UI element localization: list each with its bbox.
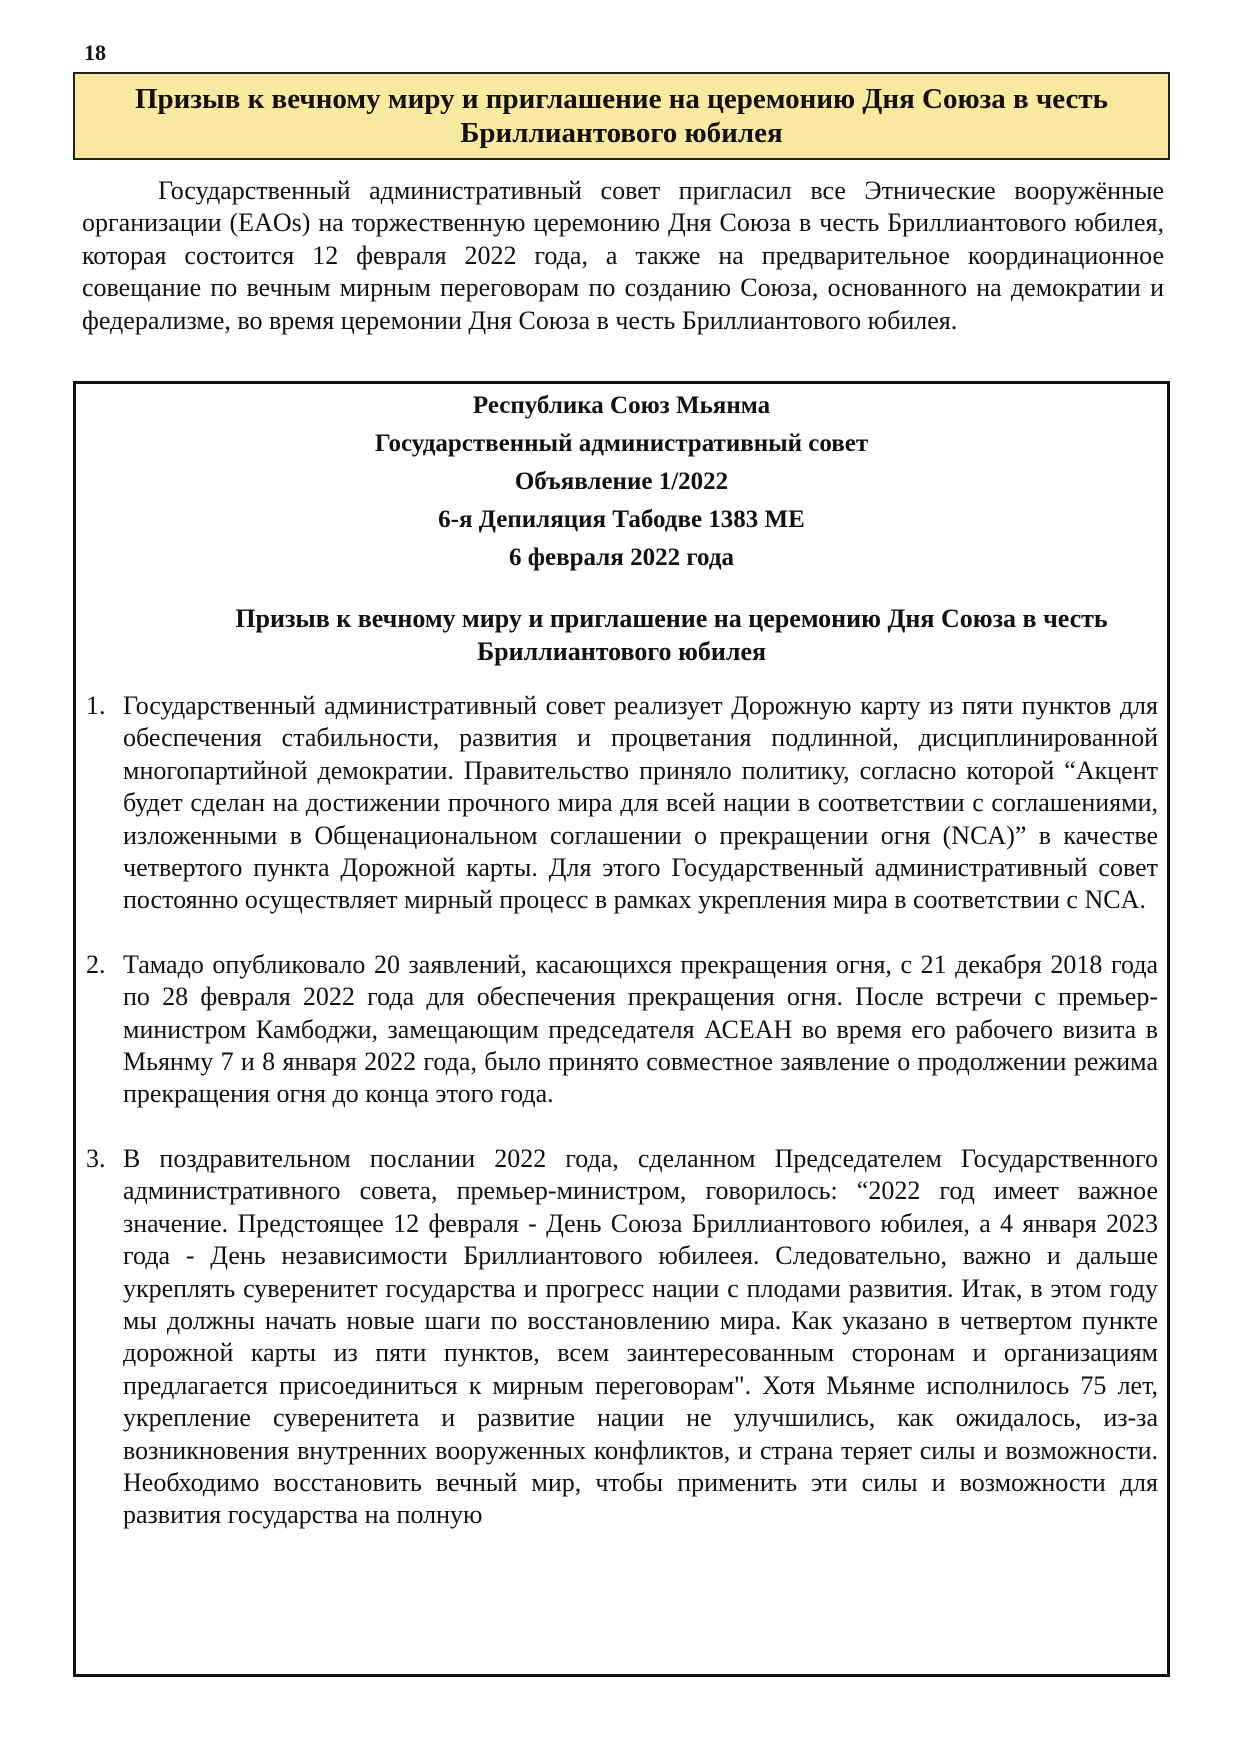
intro-paragraph: Государственный административный совет пригласил все Этнические вооружённые организации (EAOs) на торжественную церемонию Дня Союза в честь Бриллиантового юбилея, которая состоится 12 февраля 2022 года, а также на предварительное координационное совещание по вечным мирным переговорам по созданию Союза, основанного на демократии и федерализме, во время церемонии Дня Союза в честь Бриллиантового юбилея. bbox=[82, 176, 1164, 335]
list-item-number: 2. bbox=[86, 949, 106, 979]
list-item-text: Тамадо опубликовало 20 заявлений, касающихся прекращения огня, с 21 декабря 2018 года по 28 февраля 2022 года для обеспечения прекращения огня. После встречи с премьер-министром Камбоджи, замещающим председателя АСЕАН во время его рабочего визита в Мьянму 7 и 8 января 2022 года, было принято совместное заявление о продолжении режима прекращения огня до конца этого года. bbox=[123, 949, 1158, 1109]
headline-box bbox=[73, 72, 1170, 160]
page-number: 18 bbox=[84, 40, 106, 65]
republic-name: Республика Союз Мьянма bbox=[472, 392, 771, 419]
announcement-date: 6 февраля 2022 года bbox=[509, 544, 734, 571]
list-item-text: В поздравительном послании 2022 года, сделанном Председателем Государственного административного совета, премьер-министром, говорилось: “2022 год имеет важное значение. Предстоящее 12 февраля - День Союза Бриллиантового юбилея, а 4 января 2023 года - День независимости Бриллиантового юбилеея. Следовательно, важно и дальше укреплять суверенитет государства и прогресс нации с плодами развития. Итак, в этом году мы должны начать новые шаги по восстановлению мира. Как указано в четвертом пункте дорожной карты из пяти пунктов, всем заинтересованным сторонам и организациям предлагается присоединиться к мирным переговорам". Хотя Мьянме исполнилось 75 лет, укрепление суверенитета и развитие нации не улучшились, как ожидалось, из-за возникновения внутренних вооруженных конфликтов, и страна теряет силы и возможности. Необходимо восстановить вечный мир, чтобы применить эти силы и возможности для развития государства на полную bbox=[123, 1143, 1158, 1530]
myanmar-date: 6-я Депиляция Табодве 1383 ME bbox=[438, 506, 805, 533]
list-item bbox=[86, 690, 1158, 917]
list-item bbox=[86, 949, 1158, 1111]
announcement-number: Объявление 1/2022 bbox=[514, 468, 729, 495]
headline-title: Призыв к вечному миру и приглашение на церемонию Дня Союза в честь Бриллиантового юбилея bbox=[134, 83, 1108, 149]
announcement-title bbox=[76, 602, 1167, 668]
announcement-frame bbox=[73, 381, 1170, 1677]
announcement-title-line2: Бриллиантового юбилея bbox=[476, 637, 767, 666]
list-item bbox=[86, 1143, 1158, 1532]
numbered-list bbox=[86, 690, 1158, 1564]
intro-section bbox=[82, 175, 1164, 337]
list-item-text: Государственный административный совет реализует Дорожную карту из пяти пунктов для обеспечения стабильности, развития и процветания подлинной, дисциплинированной многопартийной демократии. Правительство приняло политику, согласно которой “Акцент будет сделан на достижении прочного мира для всей нации в соответствии с соглашениями, изложенными в Общенациональном соглашении о прекращении огня (NCA)” в качестве четвертого пункта Дорожной карты. Для этого Государственный административный совет постоянно осуществляет мирный процесс в рамках укрепления мира в соответствии с NCA. bbox=[123, 691, 1158, 915]
council-name: Государственный административный совет bbox=[374, 430, 869, 457]
announcement-title-line1: Призыв к вечному миру и приглашение на церемонию Дня Союза в честь bbox=[235, 604, 1108, 633]
list-item-number: 3. bbox=[86, 1143, 106, 1173]
list-item-number: 1. bbox=[86, 691, 106, 720]
